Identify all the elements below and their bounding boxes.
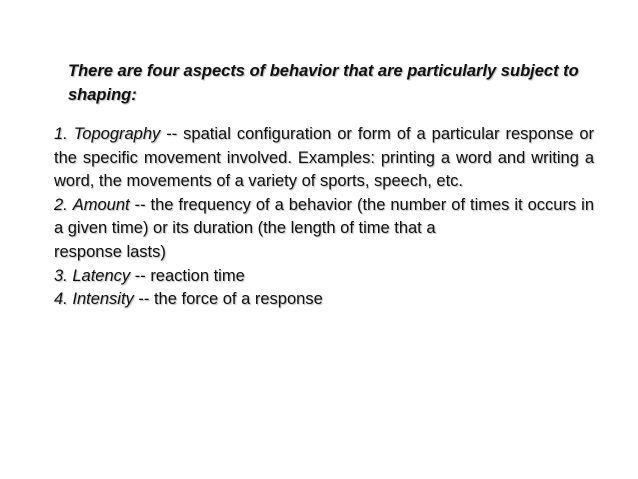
aspect-item-intensity <box>54 288 594 312</box>
aspect-number: 1. <box>54 125 68 143</box>
aspect-description: -- reaction time <box>130 266 245 285</box>
aspect-term: Intensity <box>72 290 134 309</box>
aspect-number: 2. <box>54 195 68 214</box>
aspect-number: 4. <box>54 290 68 309</box>
aspect-description: -- spatial configuration or form of a particular response or the specific movement involved. Examples: printing a word and writing a word, the movements of a variety of sports, speech, etc. <box>54 125 594 191</box>
aspect-item-amount-continuation: response lasts) <box>54 242 166 261</box>
aspect-description: -- the force of a response <box>133 290 323 309</box>
aspect-term: Amount <box>72 195 130 214</box>
slide-heading: There are four aspects of behavior that are particularly subject to shaping: <box>68 62 579 104</box>
aspect-term: Topography <box>73 125 161 143</box>
aspects-list <box>54 123 594 312</box>
aspect-description: -- the frequency of a behavior (the number of times it occurs in a given time) or its duration (the length of time that a <box>54 195 594 238</box>
aspect-term: Latency <box>72 266 131 285</box>
aspect-item-amount <box>54 194 594 241</box>
aspect-item-topography <box>54 123 594 194</box>
aspect-number: 3. <box>54 266 68 285</box>
aspect-item-latency <box>54 265 594 289</box>
